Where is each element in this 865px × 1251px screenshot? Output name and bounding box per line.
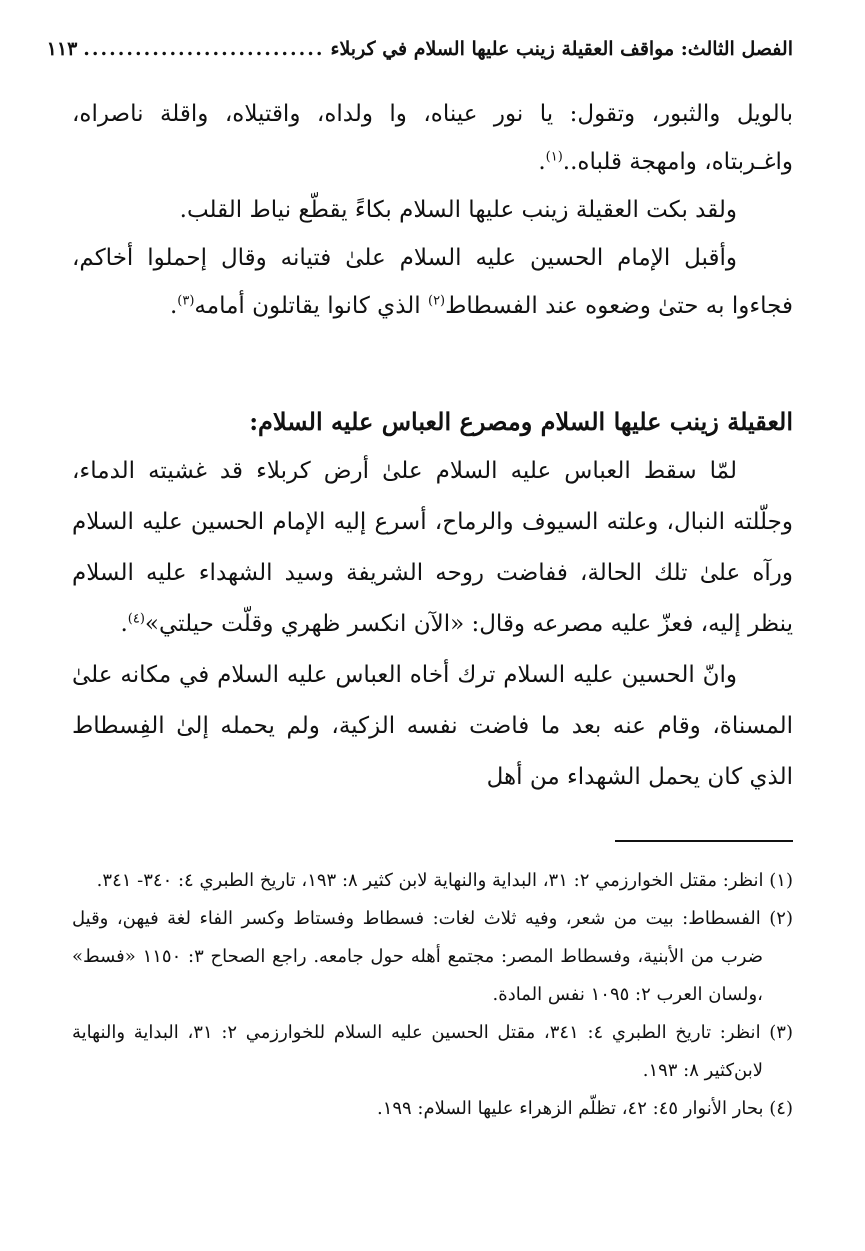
footnotes bbox=[72, 862, 793, 1128]
running-header bbox=[46, 34, 793, 64]
page-number: ١١٣ bbox=[46, 38, 78, 60]
chapter-title: الفصل الثالث: مواقف العقيلة زينب عليها السلام في كربلاء bbox=[330, 38, 793, 60]
footnote: (٢) الفسطاط: بيت من شعر، وفيه ثلاث لغات: فسطاط وفستاط وكسر الفاء لغة فيهن، وقيل ضرب من الأبنية، وفسطاط المصر: مجتمع أهله حول جامعه. راجع الصحاح ٣: ١١٥٠ «فسط» ،ولسان العرب ٢: ١٠٩٥ نفس المادة. bbox=[72, 908, 793, 1005]
header-leader-dots: ............................ bbox=[83, 38, 325, 60]
paragraph: لمّا سقط العباس عليه السلام علىٰ أرض كربلاء قد غشيته الدماء، وجلّلته النبال، وعلته السيوف والرماح، أسرع إليه الإمام الحسين عليه السلام ورآه علىٰ تلك الحالة، ففاضت روحه الشريفة وسيد الشهداء عليه السلام ينظر إليه، فعزّ عليه مصرعه وقال: «الآن انكسر ظهري وقلّت حيلتي»$^{(٤)}$. bbox=[72, 458, 793, 637]
footnote-mark: (٣) bbox=[177, 293, 195, 309]
footnote-mark: (٢) bbox=[427, 293, 446, 309]
paragraph: بالويل والثبور، وتقول: يا نور عيناه، وا ولداه، واقتيلاه، واقلة ناصراه، واغـربتاه، وامهجة قلباه..$^{(١)}$. bbox=[72, 101, 793, 175]
paragraph: ولقد بكت العقيلة زينب عليها السلام بكاءً يقطّع نياط القلب. bbox=[179, 197, 737, 223]
body-text-top bbox=[72, 90, 793, 330]
footnote-mark: (٤) bbox=[127, 611, 145, 627]
paragraph: وأقبل الإمام الحسين عليه السلام علىٰ فتيانه وقال إحملوا أخاكم، فجاءوا به حتىٰ وضعوه عند الفسطاط$^{(٢)}$ الذي كانوا يقاتلون أمامه$^{(٣)}$. bbox=[72, 245, 793, 319]
paragraph: وانّ الحسين عليه السلام ترك أخاه العباس عليه السلام في مكانه علىٰ المسناة، وقام عنه بعد ما فاضت نفسه الزكية، ولم يحمله إلىٰ الفِسطاط الذي كان يحمل الشهداء من أهل bbox=[72, 662, 793, 790]
footnote: (١) انظر: مقتل الخوارزمي ٢: ٣١، البداية والنهاية لابن كثير ٨: ١٩٣، تاريخ الطبري ٤: ٣٤٠- ٣٤١. bbox=[96, 870, 793, 891]
footnote: (٤) بحار الأنوار ٤٥: ٤٢، تظلّم الزهراء عليها السلام: ١٩٩. bbox=[376, 1098, 793, 1119]
footnote-mark: (١) bbox=[545, 149, 563, 165]
footnote: (٣) انظر: تاريخ الطبري ٤: ٣٤١، مقتل الحسين عليه السلام للخوارزمي ٢: ٣١، البداية والنهاية لابن‌كثير ٨: ١٩٣. bbox=[72, 1022, 793, 1081]
footnote-divider bbox=[615, 840, 793, 842]
body-text-section bbox=[72, 446, 793, 803]
section-heading: العقيلة زينب عليها السلام ومصرع العباس عليه السلام: bbox=[249, 407, 793, 436]
